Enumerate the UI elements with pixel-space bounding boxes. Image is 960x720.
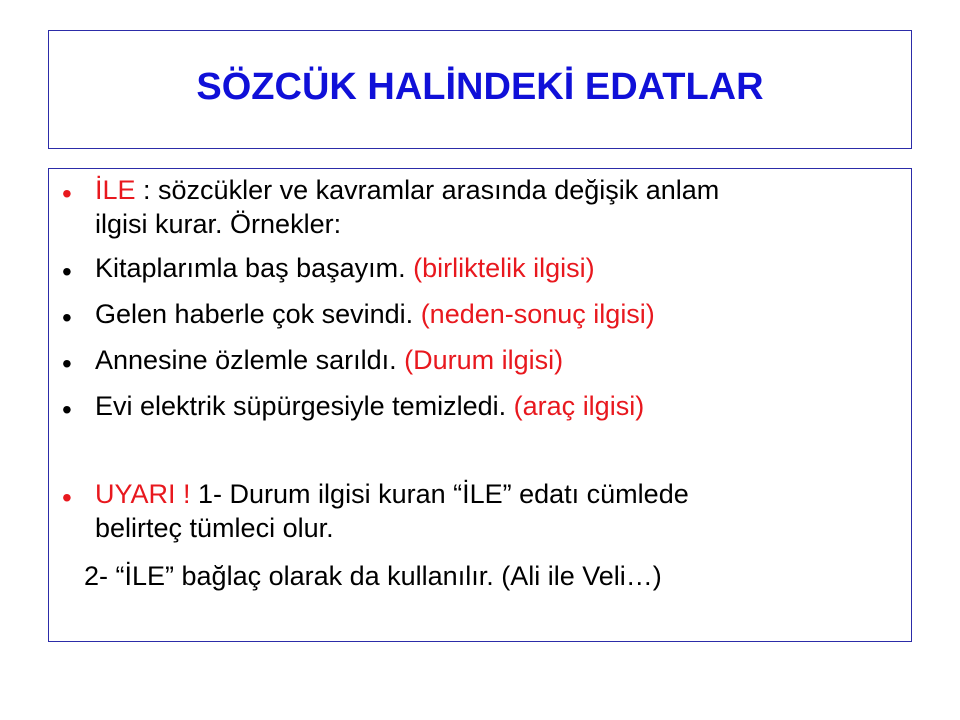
keyword-ile: İLE	[95, 175, 136, 205]
bullet: •	[62, 256, 72, 287]
example-item	[95, 344, 563, 376]
item-ile-line1	[95, 174, 719, 206]
example-note: (birliktelik ilgisi)	[413, 253, 595, 283]
title-box	[48, 30, 912, 149]
example-item	[95, 390, 644, 422]
example-item	[95, 298, 655, 330]
example-item	[95, 252, 595, 284]
bullet: •	[62, 394, 72, 425]
example-sentence: Gelen haberle çok sevindi.	[95, 299, 421, 329]
bullet: •	[62, 348, 72, 379]
slide-title: SÖZCÜK HALİNDEKİ EDATLAR	[196, 66, 764, 108]
warning-label: UYARI !	[95, 479, 199, 509]
example-note: (neden-sonuç ilgisi)	[420, 299, 655, 329]
bullet-red: •	[62, 482, 72, 513]
example-sentence: Kitaplarımla baş başayım.	[95, 253, 414, 283]
example-note: (araç ilgisi)	[513, 391, 645, 421]
example-sentence: Evi elektrik süpürgesiyle temizledi.	[95, 391, 514, 421]
warning-line2: belirteç tümleci olur.	[95, 513, 334, 543]
example-note: (Durum ilgisi)	[404, 345, 564, 375]
warning-line3: 2- “İLE” bağlaç olarak da kullanılır. (Ali ile Veli…)	[84, 561, 662, 591]
example-sentence: Annesine özlemle sarıldı.	[95, 345, 405, 375]
bullet: •	[62, 302, 72, 333]
item-ile-text: : sözcükler ve kavramlar arasında değişik anlam	[135, 175, 720, 205]
bullet-red: •	[62, 178, 72, 209]
warning-text: 1- Durum ilgisi kuran “İLE” edatı cümlede	[198, 479, 689, 509]
item-ile-line2: ilgisi kurar. Örnekler:	[95, 209, 342, 239]
warning-line1	[95, 478, 689, 510]
